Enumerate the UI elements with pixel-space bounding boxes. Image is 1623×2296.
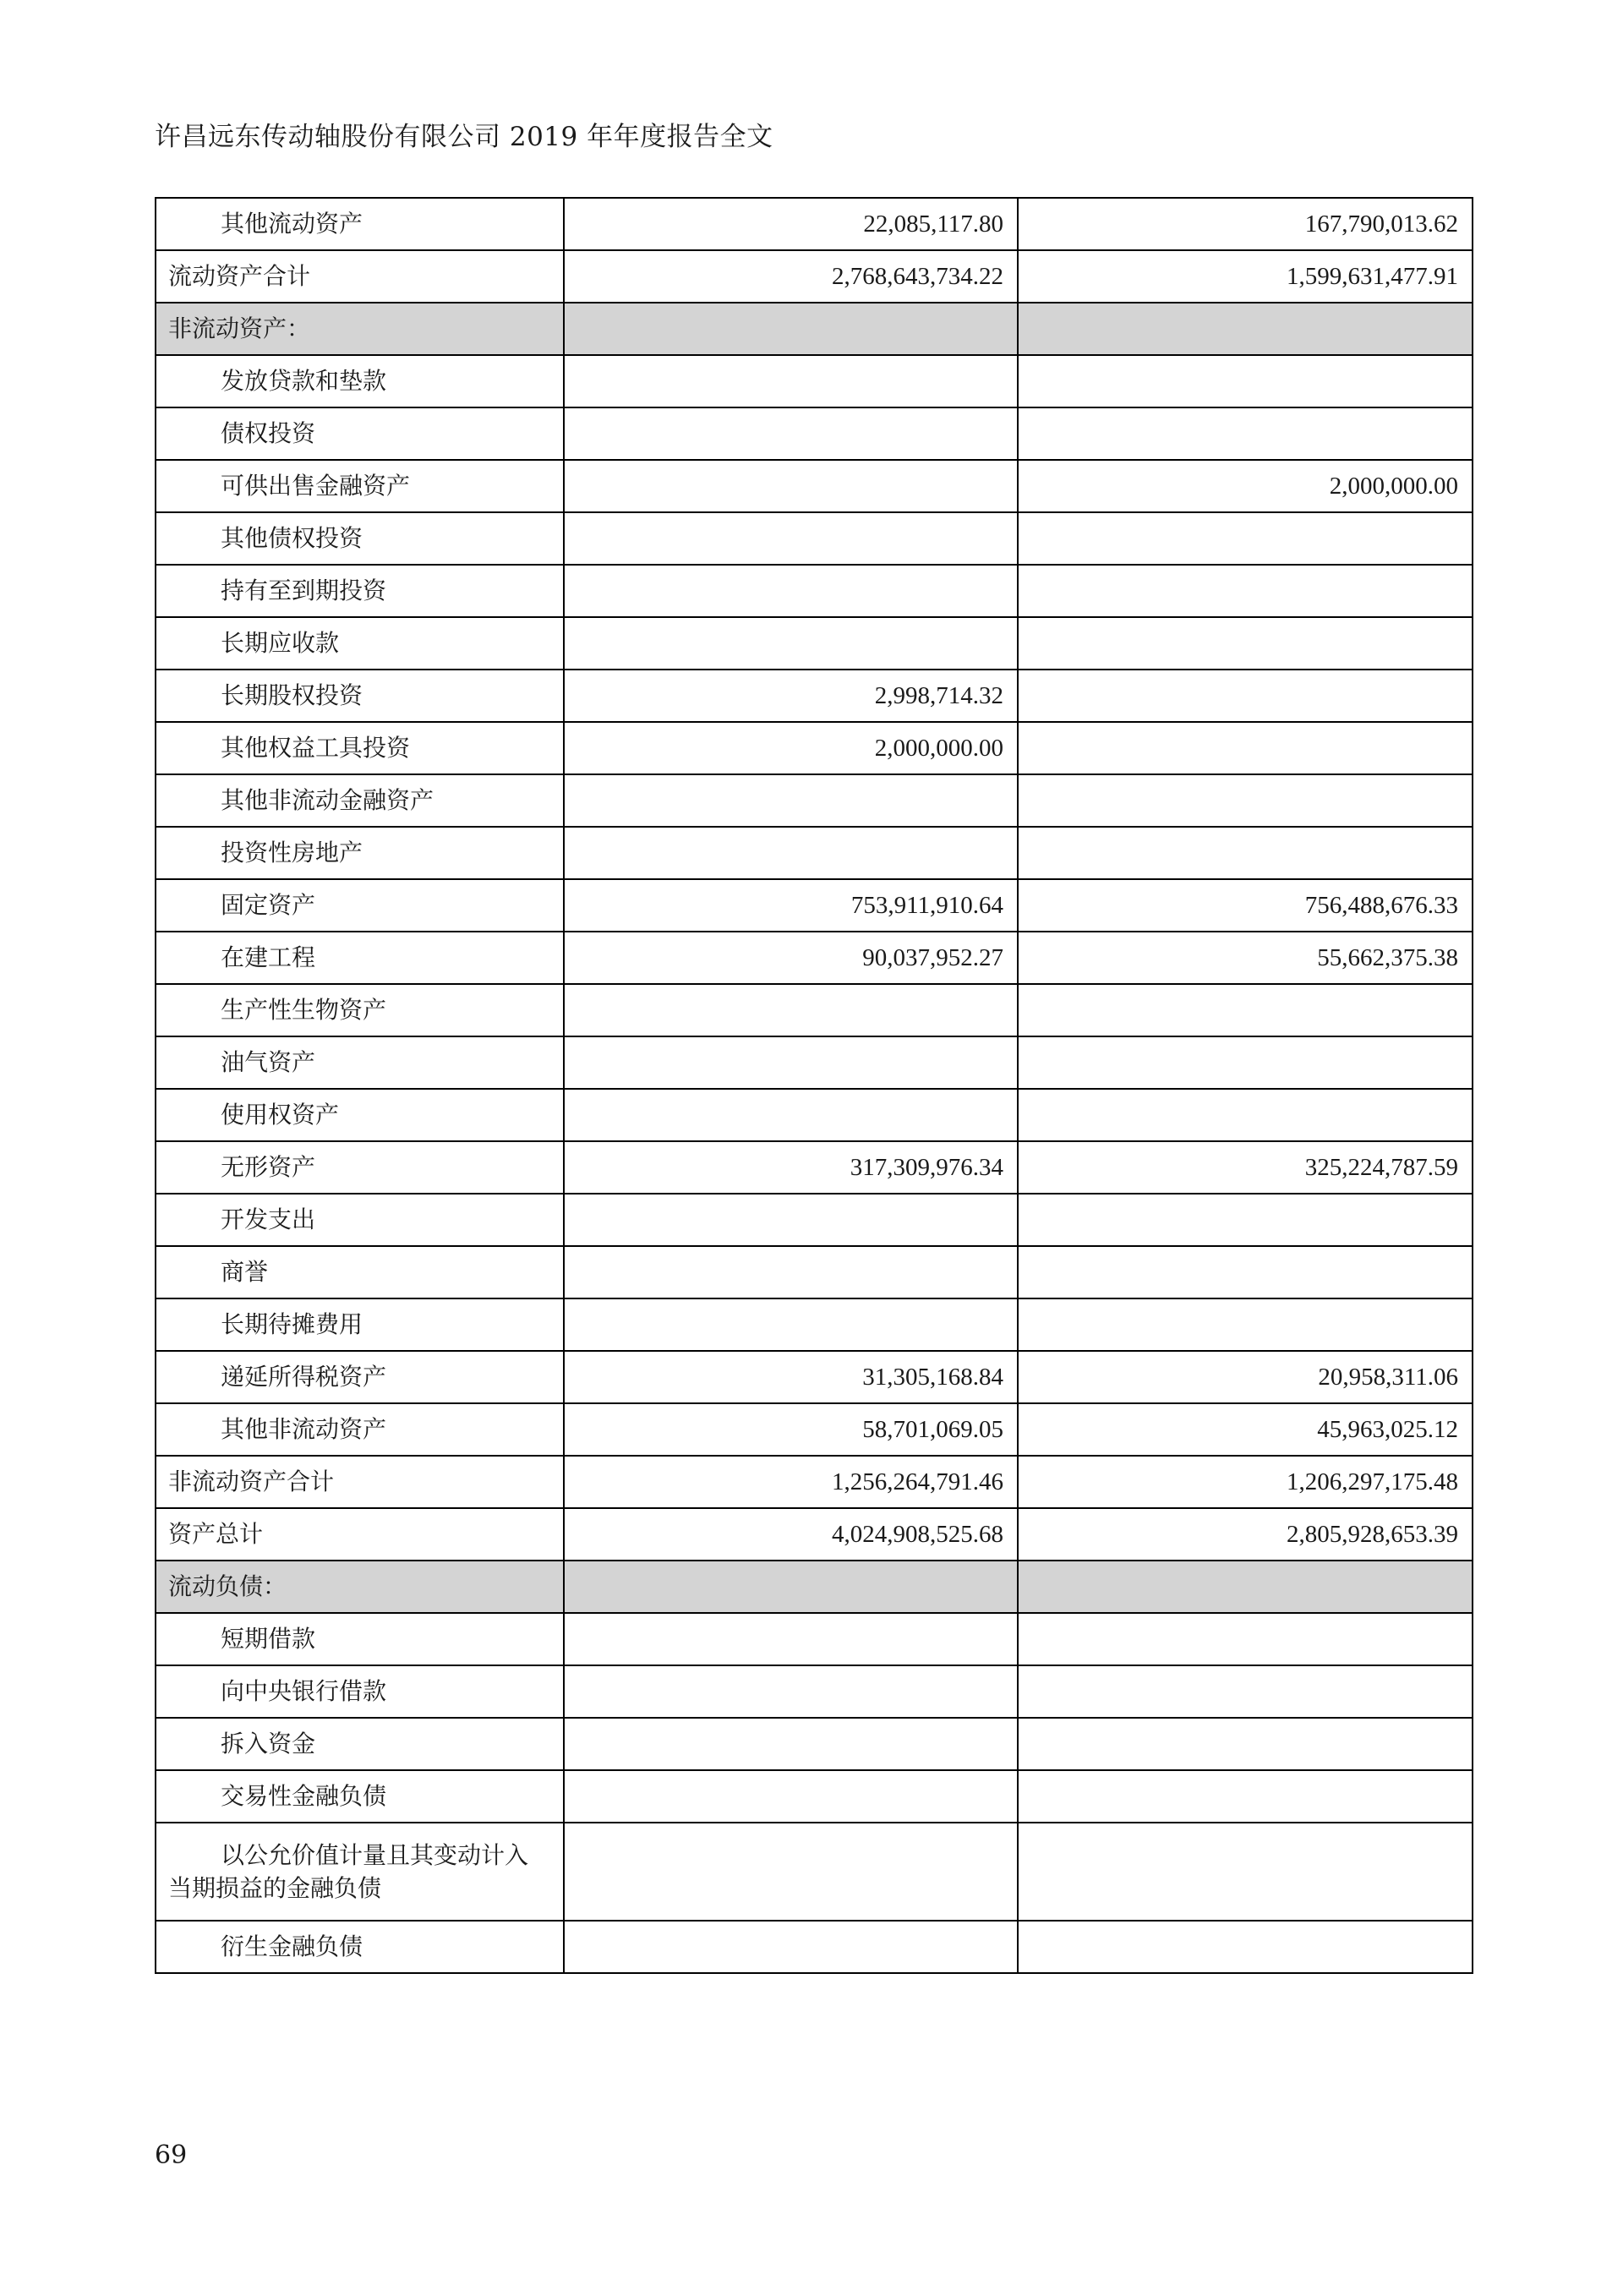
previous-period-value xyxy=(1018,827,1473,879)
current-period-value: 4,024,908,525.68 xyxy=(564,1508,1018,1561)
current-period-value: 22,085,117.80 xyxy=(564,198,1018,250)
current-period-value xyxy=(564,984,1018,1036)
row-label-cell: 无形资产 xyxy=(156,1141,564,1194)
previous-period-value xyxy=(1018,617,1473,670)
current-period-value: 753,911,910.64 xyxy=(564,879,1018,932)
current-period-value: 1,256,264,791.46 xyxy=(564,1456,1018,1508)
row-label-cell: 递延所得税资产 xyxy=(156,1351,564,1403)
row-label-cell: 商誉 xyxy=(156,1246,564,1298)
previous-period-value: 756,488,676.33 xyxy=(1018,879,1473,932)
table-row xyxy=(156,1921,1473,1973)
table-row xyxy=(156,1246,1473,1298)
previous-period-value xyxy=(1018,670,1473,722)
row-label-cell: 投资性房地产 xyxy=(156,827,564,879)
previous-period-value xyxy=(1018,722,1473,774)
row-label-cell: 使用权资产 xyxy=(156,1089,564,1141)
balance-sheet-body xyxy=(156,198,1473,1973)
current-period-value xyxy=(564,1770,1018,1823)
row-label-continued: 当期损益的金融负债 xyxy=(168,1874,382,1902)
current-period-value: 31,305,168.84 xyxy=(564,1351,1018,1403)
row-label-cell: 生产性生物资产 xyxy=(156,984,564,1036)
previous-period-value xyxy=(1018,1770,1473,1823)
previous-period-value xyxy=(1018,1665,1473,1718)
row-label-cell: 其他非流动金融资产 xyxy=(156,774,564,827)
row-label-cell: 拆入资金 xyxy=(156,1718,564,1770)
section-row xyxy=(156,1561,1473,1613)
current-period-value xyxy=(564,1921,1018,1973)
row-label-cell: 长期股权投资 xyxy=(156,670,564,722)
table-row xyxy=(156,722,1473,774)
current-period-value xyxy=(564,407,1018,460)
previous-period-value xyxy=(1018,1613,1473,1665)
table-row xyxy=(156,1194,1473,1246)
previous-period-value xyxy=(1018,1823,1473,1921)
row-label-cell: 长期应收款 xyxy=(156,617,564,670)
row-label-cell: 资产总计 xyxy=(156,1508,564,1561)
row-label-cell: 其他债权投资 xyxy=(156,512,564,565)
previous-period-value: 325,224,787.59 xyxy=(1018,1141,1473,1194)
table-row xyxy=(156,1665,1473,1718)
row-label-cell: 流动资产合计 xyxy=(156,250,564,303)
table-row xyxy=(156,827,1473,879)
current-period-value xyxy=(564,1823,1018,1921)
previous-period-value: 55,662,375.38 xyxy=(1018,932,1473,984)
previous-period-value: 45,963,025.12 xyxy=(1018,1403,1473,1456)
current-period-value: 58,701,069.05 xyxy=(564,1403,1018,1456)
previous-period-value: 1,206,297,175.48 xyxy=(1018,1456,1473,1508)
previous-period-value xyxy=(1018,303,1473,355)
row-label-cell: 油气资产 xyxy=(156,1036,564,1089)
previous-period-value: 1,599,631,477.91 xyxy=(1018,250,1473,303)
current-period-value xyxy=(564,1298,1018,1351)
row-label-cell: 短期借款 xyxy=(156,1613,564,1665)
row-label-cell: 其他非流动资产 xyxy=(156,1403,564,1456)
table-row xyxy=(156,1351,1473,1403)
row-label-cell: 流动负债： xyxy=(156,1561,564,1613)
table-row xyxy=(156,1141,1473,1194)
previous-period-value xyxy=(1018,1298,1473,1351)
current-period-value xyxy=(564,1665,1018,1718)
section-row xyxy=(156,303,1473,355)
current-period-value xyxy=(564,1089,1018,1141)
previous-period-value xyxy=(1018,355,1473,407)
table-row xyxy=(156,1403,1473,1456)
current-period-value xyxy=(564,1561,1018,1613)
row-label-cell xyxy=(156,1823,564,1921)
row-label-cell: 在建工程 xyxy=(156,932,564,984)
row-label-cell: 固定资产 xyxy=(156,879,564,932)
row-label-cell: 向中央银行借款 xyxy=(156,1665,564,1718)
row-label-cell: 交易性金融负债 xyxy=(156,1770,564,1823)
current-period-value xyxy=(564,565,1018,617)
current-period-value xyxy=(564,512,1018,565)
previous-period-value xyxy=(1018,565,1473,617)
table-row xyxy=(156,355,1473,407)
previous-period-value xyxy=(1018,1089,1473,1141)
page-number: 69 xyxy=(155,2140,188,2170)
current-period-value xyxy=(564,1718,1018,1770)
row-label-cell: 衍生金融负债 xyxy=(156,1921,564,1973)
previous-period-value: 2,000,000.00 xyxy=(1018,460,1473,512)
table-row xyxy=(156,1613,1473,1665)
current-period-value xyxy=(564,1194,1018,1246)
current-period-value xyxy=(564,617,1018,670)
table-row xyxy=(156,1823,1473,1921)
table-row xyxy=(156,1036,1473,1089)
previous-period-value: 167,790,013.62 xyxy=(1018,198,1473,250)
current-period-value xyxy=(564,827,1018,879)
table-row xyxy=(156,932,1473,984)
current-period-value xyxy=(564,1613,1018,1665)
previous-period-value xyxy=(1018,1921,1473,1973)
previous-period-value xyxy=(1018,512,1473,565)
table-row xyxy=(156,984,1473,1036)
current-period-value: 2,000,000.00 xyxy=(564,722,1018,774)
previous-period-value xyxy=(1018,1718,1473,1770)
previous-period-value xyxy=(1018,1561,1473,1613)
previous-period-value: 2,805,928,653.39 xyxy=(1018,1508,1473,1561)
previous-period-value xyxy=(1018,1194,1473,1246)
current-period-value xyxy=(564,1246,1018,1298)
current-period-value: 2,768,643,734.22 xyxy=(564,250,1018,303)
row-label: 以公允价值计量且其变动计入 xyxy=(221,1840,529,1869)
report-header: 许昌远东传动轴股份有限公司 2019 年年度报告全文 xyxy=(155,122,773,152)
previous-period-value xyxy=(1018,1246,1473,1298)
row-label-cell: 持有至到期投资 xyxy=(156,565,564,617)
table-row xyxy=(156,617,1473,670)
row-label-cell: 债权投资 xyxy=(156,407,564,460)
table-row xyxy=(156,460,1473,512)
row-label-cell: 其他权益工具投资 xyxy=(156,722,564,774)
row-label-cell: 其他流动资产 xyxy=(156,198,564,250)
row-label-cell: 发放贷款和垫款 xyxy=(156,355,564,407)
table-row xyxy=(156,1770,1473,1823)
row-label-cell: 开发支出 xyxy=(156,1194,564,1246)
previous-period-value xyxy=(1018,774,1473,827)
current-period-value xyxy=(564,303,1018,355)
current-period-value: 90,037,952.27 xyxy=(564,932,1018,984)
balance-sheet-table xyxy=(155,197,1473,1974)
previous-period-value xyxy=(1018,984,1473,1036)
current-period-value: 2,998,714.32 xyxy=(564,670,1018,722)
current-period-value: 317,309,976.34 xyxy=(564,1141,1018,1194)
table-row xyxy=(156,407,1473,460)
row-label-cell: 可供出售金融资产 xyxy=(156,460,564,512)
table-row xyxy=(156,1298,1473,1351)
table-row xyxy=(156,774,1473,827)
table-row xyxy=(156,1089,1473,1141)
previous-period-value xyxy=(1018,1036,1473,1089)
current-period-value xyxy=(564,1036,1018,1089)
table-row xyxy=(156,1718,1473,1770)
table-row xyxy=(156,198,1473,250)
row-label-cell: 非流动资产合计 xyxy=(156,1456,564,1508)
row-label-cell: 非流动资产： xyxy=(156,303,564,355)
table-row xyxy=(156,250,1473,303)
current-period-value xyxy=(564,460,1018,512)
table-row xyxy=(156,1456,1473,1508)
current-period-value xyxy=(564,355,1018,407)
table-row xyxy=(156,512,1473,565)
table-row xyxy=(156,1508,1473,1561)
row-label-cell: 长期待摊费用 xyxy=(156,1298,564,1351)
current-period-value xyxy=(564,774,1018,827)
previous-period-value xyxy=(1018,407,1473,460)
table-row xyxy=(156,670,1473,722)
table-row xyxy=(156,565,1473,617)
previous-period-value: 20,958,311.06 xyxy=(1018,1351,1473,1403)
table-row xyxy=(156,879,1473,932)
